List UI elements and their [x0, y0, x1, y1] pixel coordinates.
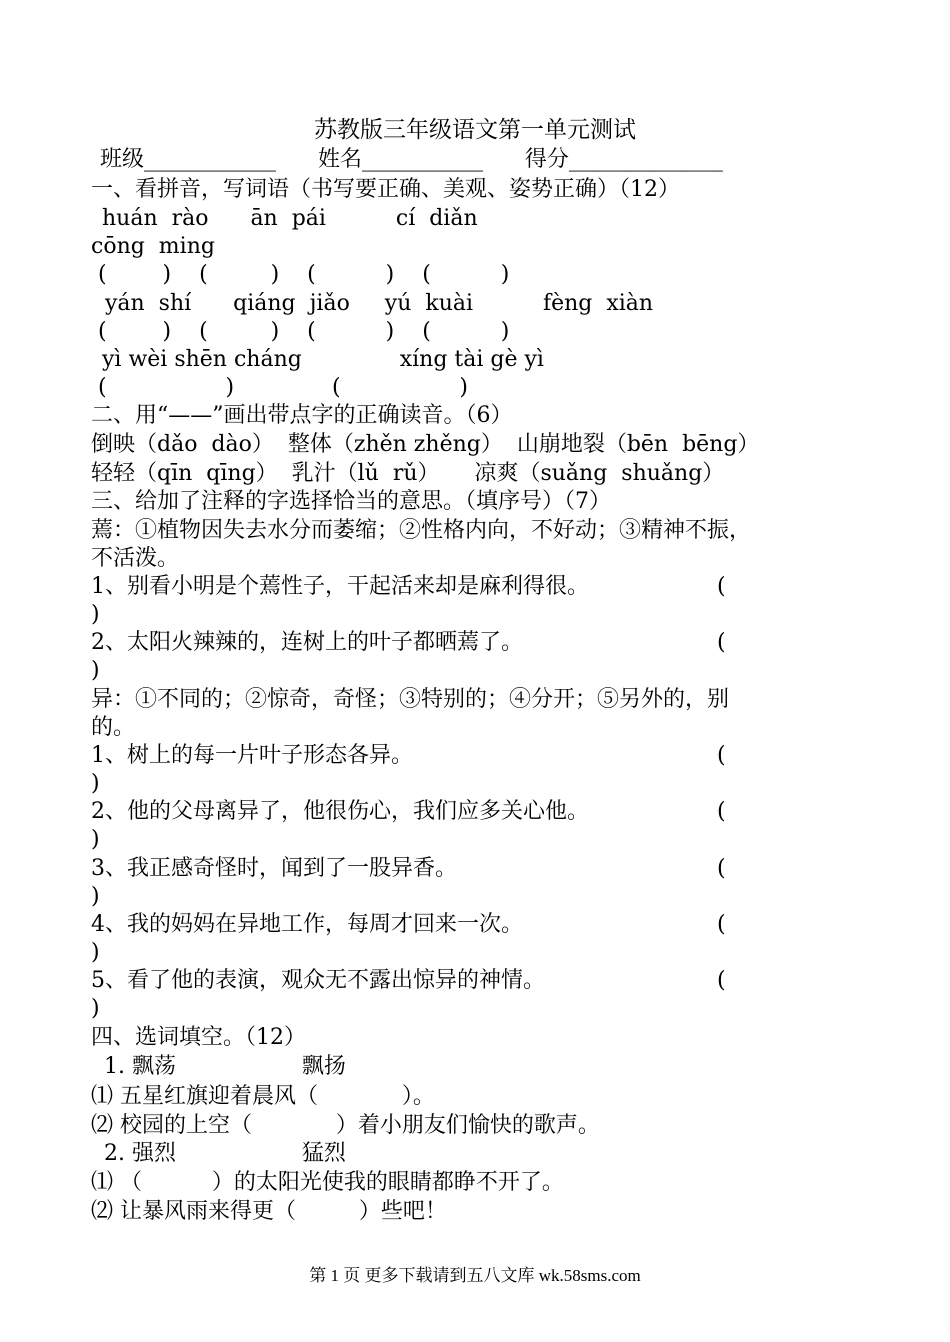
question-text: 3、我正感奇怪时，闻到了一股异香。 — [91, 856, 457, 881]
fill-blank-sentence: ⑵ 校园的上空（ ）着小朋友们愉快的歌声。 — [91, 1113, 600, 1138]
pinyin-row: yì wèi shēn cháng xíng tài gè yì — [95, 347, 544, 372]
section3-heading: 三、给加了注释的字选择恰当的意思。（填序号）（7） — [91, 489, 611, 514]
pinyin-row: yán shí qiáng jiǎo yú kuài fèng xiàn — [91, 291, 654, 316]
answer-close-paren: ) — [91, 771, 100, 796]
question-text: 1、树上的每一片叶子形态各异。 — [91, 743, 413, 768]
answer-close-paren: ) — [91, 884, 100, 909]
question-text: 5、看了他的表演，观众无不露出惊异的神情。 — [91, 968, 545, 993]
answer-box-row: ( ) ( ) ( ) ( ) — [91, 262, 510, 287]
answer-close-paren: ) — [91, 827, 100, 852]
fill-blank-sentence: ⑵ 让暴风雨来得更（ ）些吧！ — [91, 1199, 447, 1224]
page-footer: 第 1 页 更多下载请到五八文库 wk.58sms.com — [309, 1266, 641, 1285]
answer-open-paren: ( — [717, 630, 726, 655]
answer-open-paren: ( — [717, 743, 726, 768]
question-text: 1、别看小明是个蔫性子，干起活来却是麻利得很。 — [91, 574, 589, 599]
answer-open-paren: ( — [717, 799, 726, 824]
definition-line: 不活泼。 — [91, 546, 180, 571]
answer-open-paren: ( — [717, 856, 726, 881]
question-text: 4、我的妈妈在异地工作，每周才回来一次。 — [91, 912, 523, 937]
definition-line: 异：①不同的；②惊奇，奇怪；③特别的；④分开；⑤另外的，别 — [91, 687, 730, 712]
reading-options-row: 倒映（dǎo dào） 整体（zhěn zhěng） 山崩地裂（bēn bēng） — [91, 432, 760, 457]
word-choice-pair: 2. 强烈 猛烈 — [97, 1141, 346, 1166]
answer-close-paren: ) — [91, 602, 100, 627]
pinyin-row: cōng ming — [91, 234, 215, 259]
pinyin-row: huán rào ān pái cí diǎn — [95, 206, 478, 231]
answer-close-paren: ) — [91, 996, 100, 1021]
answer-box-row: ( ) ( ) — [91, 375, 468, 400]
section4-heading: 四、选词填空。（12） — [91, 1025, 306, 1050]
definition-line: 蔫：①植物因失去水分而萎缩；②性格内向，不好动；③精神不振， — [91, 518, 752, 543]
page-title: 苏教版三年级语文第一单元测试 — [314, 117, 636, 143]
answer-open-paren: ( — [717, 968, 726, 993]
reading-options-row: 轻轻（qīn qīng） 乳汁（lǔ rǔ） 凉爽（suǎng shuǎng） — [91, 461, 725, 486]
answer-close-paren: ) — [91, 940, 100, 965]
student-info-line: 班级____________ 姓名___________ 得分______________ — [100, 147, 723, 172]
question-text: 2、太阳火辣辣的，连树上的叶子都晒蔫了。 — [91, 630, 523, 655]
answer-close-paren: ) — [91, 658, 100, 683]
section2-heading: 二、用“——”画出带点字的正确读音。（6） — [91, 403, 513, 428]
question-text: 2、他的父母离异了，他很伤心，我们应多关心他。 — [91, 799, 589, 824]
fill-blank-sentence: ⑴ 五星红旗迎着晨风（ ）。 — [91, 1084, 435, 1109]
answer-box-row: ( ) ( ) ( ) ( ) — [91, 319, 510, 344]
fill-blank-sentence: ⑴ （ ）的太阳光使我的眼睛都睁不开了。 — [91, 1170, 564, 1195]
section1-heading: 一、看拼音，写词语（书写要正确、美观、姿势正确）（12） — [91, 177, 680, 202]
answer-open-paren: ( — [717, 912, 726, 937]
definition-line: 的。 — [91, 715, 136, 740]
word-choice-pair: 1. 飘荡 飘扬 — [97, 1054, 346, 1079]
answer-open-paren: ( — [717, 574, 726, 599]
